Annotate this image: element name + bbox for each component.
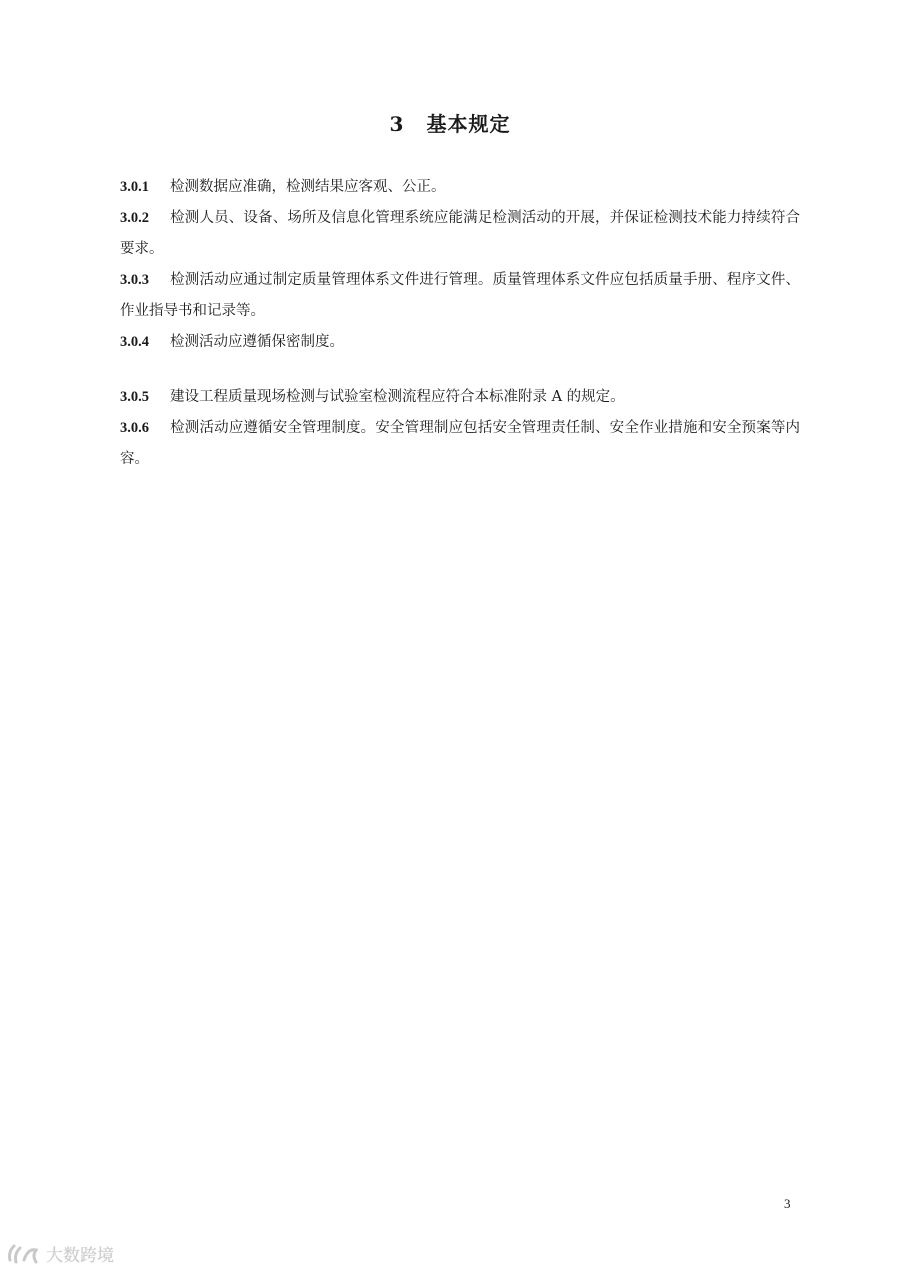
clause-text: 检测活动应遵循安全管理制度。安全管理制应包括安全管理责任制、安全作业措施和安全预案等内容。 bbox=[120, 420, 800, 467]
brand-logo-icon bbox=[6, 1240, 40, 1266]
clause-text: 检测人员、设备、场所及信息化管理系统应能满足检测活动的开展，并保证检测技术能力持续符合要求。 bbox=[120, 210, 800, 257]
clause-number: 3.0.2 bbox=[120, 210, 149, 226]
clause-list bbox=[120, 172, 800, 475]
clause-3-0-3 bbox=[120, 265, 800, 327]
clause-text: 建设工程质量现场检测与试验室检测流程应符合本标准附录 A 的规定。 bbox=[170, 389, 625, 405]
clause-text: 检测活动应通过制定质量管理体系文件进行管理。质量管理体系文件应包括质量手册、程序文件、作业指导书和记录等。 bbox=[120, 272, 800, 319]
section-title bbox=[0, 108, 900, 137]
clause-3-0-2 bbox=[120, 203, 800, 265]
clause-3-0-5 bbox=[120, 382, 800, 413]
watermark-text: 大数跨境 bbox=[46, 1245, 114, 1266]
clause-3-0-1 bbox=[120, 172, 800, 203]
clause-number: 3.0.3 bbox=[120, 272, 149, 288]
clause-number: 3.0.4 bbox=[120, 334, 149, 350]
page-number: 3 bbox=[784, 1196, 791, 1211]
clause-3-0-4 bbox=[120, 327, 800, 358]
watermark bbox=[6, 1240, 114, 1266]
section-number: 3 bbox=[389, 112, 405, 136]
clause-text: 检测活动应遵循保密制度。 bbox=[170, 334, 344, 350]
clause-number: 3.0.6 bbox=[120, 420, 149, 436]
section-heading: 基本规定 bbox=[426, 112, 511, 136]
clause-text: 检测数据应准确，检测结果应客观、公正。 bbox=[170, 179, 446, 195]
clause-3-0-6 bbox=[120, 413, 800, 475]
clause-number: 3.0.5 bbox=[120, 389, 149, 405]
clause-number: 3.0.1 bbox=[120, 179, 149, 195]
